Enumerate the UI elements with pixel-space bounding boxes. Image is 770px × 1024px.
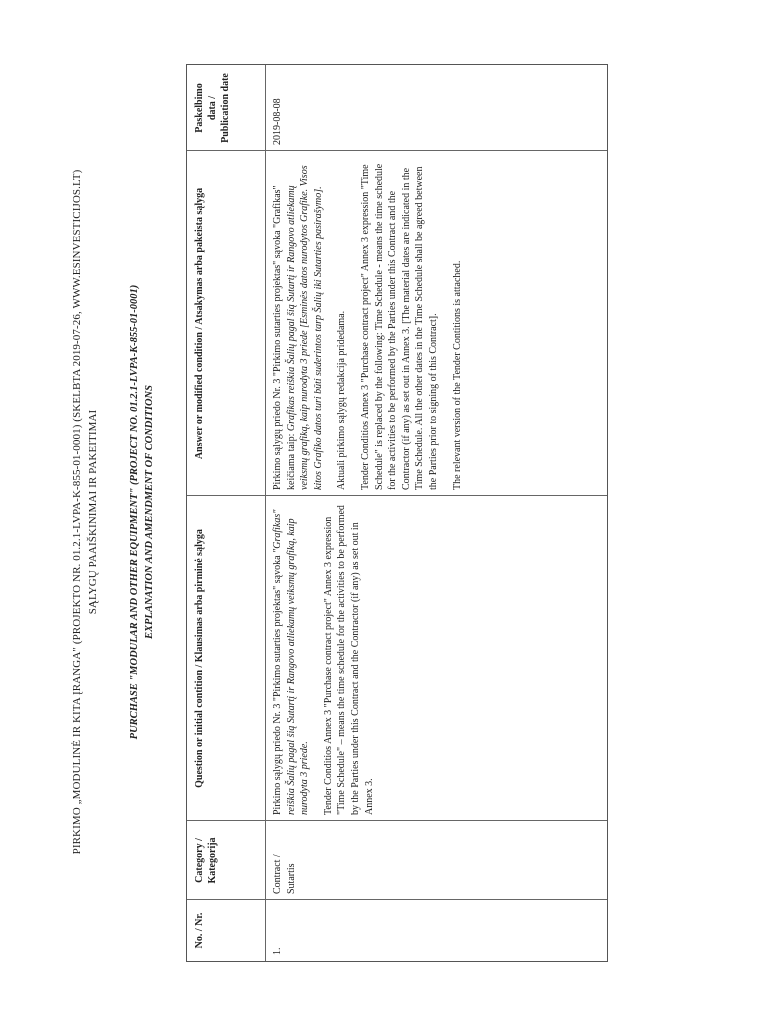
english-subtitle: EXPLANATION AND AMENDMENT OF CONDITIONS	[144, 385, 155, 639]
english-title: PURCHASE "MODULAR AND OTHER EQUIPMENT" (PROJECT NO. 01.2.1-LVPA-K-855-01-0001)	[129, 284, 140, 740]
header-answer: Answer or modified condition / Atsakymas arba pakeista sąlyga	[194, 187, 205, 460]
conditions-table	[186, 64, 608, 962]
answer-note-en: The relevant version of the Tender Contitions is attached.	[451, 260, 463, 490]
row-number: 1.	[272, 947, 283, 955]
question-text: Pirkimo sąlygų priedo Nr. 3 "Pirkimo sutarties projektas" sąvoka	[272, 552, 283, 815]
row-question	[267, 496, 386, 821]
answer-paragraph	[271, 155, 325, 490]
question-quote: "Grafikas" reiškia Šalių pagal šią Sutartį ir Rangovo atliekamų veiksmų grafiką, kaip nurodyta 3 priede.	[272, 509, 311, 815]
answer-quote: Grafikas reiškia Šalių pagal šią Sutartį ir Rangovo atliekamų veiksmų grafiką, kaip nurodyta 3 priede [Esminės datos nurodytos Grafike. Visos kitos Grafiko datos turi būti suderintos tarp Šalių iki Sutarties pasirašymo].	[285, 165, 324, 490]
document-subtitle: SĄLYGŲ PAAIŠKINIMAI IR PAKEITIMAI	[87, 409, 99, 615]
answer-text: Pirkimo sąlygų priedo Nr. 3 "Pirkimo sutarties projektas" sąvoka "Grafikas" keičiama taip:	[272, 185, 297, 490]
answer-note: Aktuali pirkimo sąlygų redakcija pridedama.	[336, 310, 348, 490]
header-no: No. / Nr.	[194, 912, 205, 949]
document-title: PIRKIMO „MODULINĖ IR KITA ĮRANGA" (PROJEKTO NR. 01.2.1-LVPA-K-855-01-0001) (SKELBTA 2019-07-26, WWW.ESINVESTICIJOS.LT)	[71, 169, 83, 855]
header-question: Question or initial contition / Klausimas arba pirminė sąlyga	[194, 529, 205, 788]
header-divider	[265, 65, 266, 961]
header-date: Paskelbimo data / Publication date	[194, 73, 231, 143]
row-publication-date: 2019-08-08	[272, 98, 283, 145]
question-paragraph-en: Tender Conditios Annex 3 "Purchase contract project" Annex 3 expression "Time Schedule" – means the time schedule for the activities to be performed by the Parties under this Contract and the Contractor (if any) as set out in Annex 3.	[322, 505, 375, 815]
header-category: Category / Kategorija	[194, 837, 218, 884]
row-category: Contract / Sutartis	[272, 854, 297, 894]
answer-paragraph-en: Tender Conditios Annex 3 "Purchase contract project" Annex 3 expression "Time Schedule" is replaced by the following: Time Schedule - means the time schedule for the activities to be performed by the Parties under this Contract and the Contractor (if any) as set out in Annex 3. [The material dates are indicated in the Time Schedule. All the other dates in the Time Schedule shall be agreed between the Parties prior to signing of this Contract].	[359, 163, 439, 490]
question-paragraph	[271, 500, 312, 815]
row-answer	[267, 151, 474, 496]
